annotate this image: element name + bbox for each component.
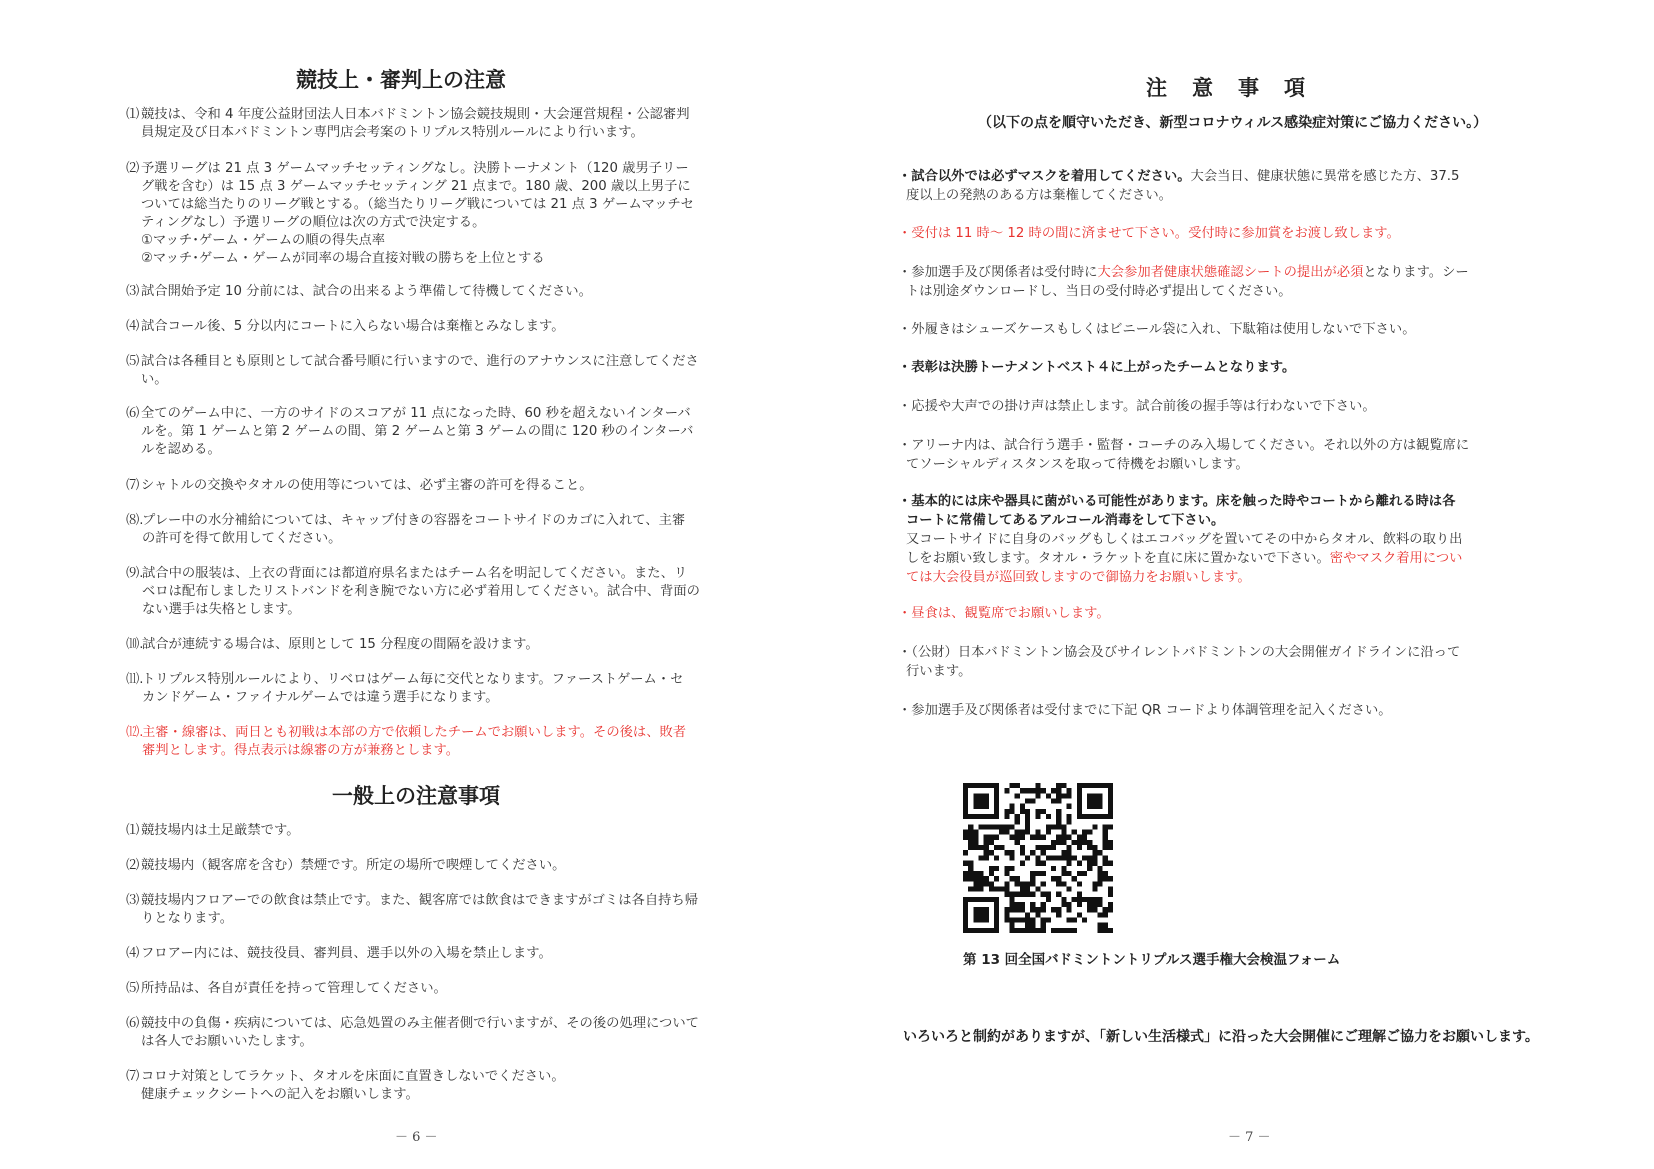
rule-item [126,671,683,707]
general-rule-line: 競技場内（観客席を含む）禁煙です。所定の場所で喫煙してください。 [141,858,566,873]
note-disinfection-line3: 又コートサイドに自身のバッグもしくはエコバッグを置いてその中からタオル、飲料の取り出 [906,532,1463,547]
general-rule-number: ⑺ [126,1069,140,1084]
general-rule-number: ⑸ [126,981,140,996]
note-disinfection-line1: ・基本的には床や器具に菌がいる可能性があります。床を触った時やコートから離れる時は各 [898,494,1456,509]
rule-line: ルを。第 1 ゲームと第 2 ゲームの間、第 2 ゲームと第 3 ゲームの間に 120 秒のインターバ [141,424,694,439]
note-shoes [898,320,1498,339]
general-rule-number: ⑹ [126,1016,140,1031]
note-disinfection-line2: コートに常備してあるアルコール消毒をして下さい。 [906,513,1225,528]
rule-line: 試合が連続する場合は、原則として 15 分程度の間隔を設けます。 [142,637,539,652]
rule-line: 全てのゲーム中に、一方のサイドのスコアが 11 点になった時、60 秒を超えないインターバ [141,406,691,421]
note-mask-text: 大会当日、健康状態に異常を感じた方、37.5 [1190,169,1460,184]
note-health-sheet-a: ・参加選手及び関係者は受付時に [898,265,1098,280]
note-reception [898,224,1498,243]
general-rule-number: ⑴ [126,823,140,838]
rule-number: ⑵ [126,161,140,176]
note-lunch [898,604,1498,623]
note-reception-text: ・受付は 11 時～ 12 時の間に済ませて下さい。受付時に参加賞をお渡し致します。 [898,226,1400,241]
note-qr-text: ・参加選手及び関係者は受付までに下記 QR コードより体調管理を記入ください。 [898,703,1392,718]
note-awards-text: ・表彰は決勝トーナメントベスト４に上がったチームとなります。 [898,360,1296,375]
page-number-right: － 7 － [1228,1130,1271,1145]
rule-line: 試合は各種目とも原則として試合番号順に行いますので、進行のアナウンスに注意してくださ [141,354,699,369]
note-health-sheet-red: 大会参加者健康状態確認シートの提出が必須 [1097,265,1364,280]
rule-line: 予選リーグは 21 点 3 ゲームマッチセッティングなし。決勝トーナメント（120 歳男子リー [141,161,689,176]
rule-line: ない選手は失格とします。 [142,602,301,617]
note-health-sheet [898,263,1498,301]
note-arena-line2: てソーシャルディスタンスを取って待機をお願いします。 [906,457,1249,472]
rule-line: グ戦を含む）は 15 点 3 ゲームマッチセッティング 21 点まで。180 歳、200 歳以上男子に [141,179,691,194]
notes-subtitle: （以下の点を順守いただき、新型コロナウィルス感染症対策にご協力ください。） [978,115,1488,131]
rule-number: ⑸ [126,354,140,369]
rule-item [126,477,593,495]
rule-line: ティングなし）予選リーグの順位は次の方式で決定する。 [141,215,486,230]
general-rule-line: は各人でお願いいたします。 [141,1034,313,1049]
note-disinfection-red1: 密やマスク着用につい [1329,551,1463,566]
note-mask [898,167,1498,205]
note-mask-line2: 度以上の発熱のある方は棄権してください。 [906,188,1172,203]
rule-line: シャトルの交換やタオルの使用等については、必ず主審の許可を得ること。 [141,478,593,493]
general-rule-line: コロナ対策としてラケット、タオルを床面に直置きしないでください。 [141,1069,565,1084]
general-rule-number: ⑵ [126,858,140,873]
note-disinfection [898,492,1498,587]
rule-line: 試合中の服装は、上衣の背面には都道府県名またはチーム名を明記してください。また、リ [142,566,688,581]
rule-item [126,636,539,654]
general-rule-line: 所持品は、各自が責任を持って管理してください。 [141,981,447,996]
rule-number: ⑴ [126,107,140,122]
note-health-sheet-b: となります。シー [1363,265,1469,280]
general-rule-line: りとなります。 [141,911,234,926]
general-rule-item [126,1015,699,1051]
rule-number: ⑼. [126,566,144,581]
rule-number: ⑹ [126,406,140,421]
general-rule-line: フロアー内には、競技役員、審判員、選手以外の入場を禁止します。 [141,946,552,961]
title-general-rules: 一般上の注意事項 [332,784,500,808]
general-rule-item [126,822,300,840]
rule-line: 試合コール後、5 分以内にコートに入らない場合は棄権とみなします。 [141,319,565,334]
title-notes: 注 意 事 項 [1146,76,1307,100]
rule-item [126,283,592,301]
rule-item [126,353,699,389]
note-shoes-text: ・外履きはシューズケースもしくはビニール袋に入れ、下駄箱は使用しないで下さい。 [898,322,1416,337]
rule-line: 主審・線審は、両日とも初戦は本部の方で依頼したチームでお願いします。その後は、敗者 [142,725,687,740]
rule-line: 試合開始予定 10 分前には、試合の出来るよう準備して待機してください。 [141,284,592,299]
rule-item [126,160,694,268]
rule-line: ②マッチ･ゲーム・ゲームが同率の場合直接対戦の勝ちを上位とする [141,251,545,266]
rule-line: ①マッチ･ゲーム・ゲームの順の得失点率 [141,233,386,248]
note-arena [898,436,1498,474]
rule-line: 審判とします。得点表示は線審の方が兼務とします。 [142,743,459,758]
general-rule-item [126,892,698,928]
note-disinfection-line4: しをお願い致します。タオル・ラケットを直に床に置かないで下さい。 [906,551,1330,566]
general-rule-line: 競技場内は土足厳禁です。 [141,823,300,838]
rule-item [126,318,565,336]
note-lunch-text: ・昼食は、観覧席でお願いします。 [898,606,1110,621]
closing-message: いろいろと制約がありますが、「新しい生活様式」に沿った大会開催にご理解ご協力をお願いします。 [903,1029,1539,1045]
rule-line: 競技は、令和 4 年度公益財団法人日本バドミントン協会競技規則・大会運営規程・公認審判 [141,107,690,122]
general-rule-item [126,857,565,875]
rule-item [126,405,693,459]
title-competition-rules: 競技上・審判上の注意 [296,68,506,92]
page-number-left: － 6 － [395,1130,438,1145]
rule-line: ついては総当たりのリーグ戦とする。（総当たりリーグ戦については 21 点 3 ゲームマッチセ [141,197,694,212]
rule-number: ⑶ [126,284,140,299]
qr-caption: 第 13 回全国バドミントントリプルス選手権大会検温フォーム [963,952,1341,968]
rule-number: ⑿. [126,725,144,740]
rule-line: ルを認める。 [141,442,221,457]
rule-item [126,565,700,619]
general-rule-line: 競技場内フロアーでの飲食は禁止です。また、観客席では飲食はできますがゴミは各自持ち帰 [141,893,699,908]
qr-code[interactable] [963,783,1113,933]
rule-number: ⑾. [126,672,144,687]
general-rule-item [126,1068,565,1104]
rule-number: ⑺ [126,478,140,493]
general-rule-item [126,945,552,963]
general-rule-line: 健康チェックシートへの記入をお願いします。 [141,1087,419,1102]
rule-item [126,106,690,142]
note-cheering-text: ・応援や大声での掛け声は禁止します。試合前後の握手等は行わないで下さい。 [898,399,1376,414]
rule-line: い。 [141,372,168,387]
rule-line: ベロは配布しましたリストバンドを利き腕でない方に必ず着用してください。試合中、背面の [142,584,700,599]
note-disinfection-red2: ては大会役員が巡回致しますので御協力をお願いします。 [906,570,1251,585]
rule-line: の許可を得て飲用してください。 [142,531,342,546]
rule-number: ⑷ [126,319,140,334]
note-guideline [898,643,1498,681]
rule-line: プレー中の水分補給については、キャップ付きの容器をコートサイドのカゴに入れて、主審 [142,513,686,528]
general-rule-number: ⑶ [126,893,140,908]
general-rule-item [126,980,447,998]
note-health-sheet-line2: トは別途ダウンロードし、当日の受付時必ず提出してください。 [906,284,1292,299]
general-rule-line: 競技中の負傷・疾病については、応急処置のみ主催者側で行いますが、その後の処理について [141,1016,699,1031]
note-awards [898,358,1498,377]
note-guideline-line2: 行います。 [906,664,972,679]
rule-number: ⑻. [126,513,144,528]
rule-line: カンドゲーム・ファイナルゲームでは違う選手になります。 [142,690,499,705]
rule-item [126,724,686,760]
note-arena-line1: ・アリーナ内は、試合行う選手・監督・コーチのみ入場してください。それ以外の方は観覧席に [898,438,1470,453]
rule-item [126,512,685,548]
rule-line: トリプルス特別ルールにより、リベロはゲーム毎に交代となります。ファーストゲーム・セ [142,672,684,687]
note-guideline-line1: ・（公財）日本バドミントン協会及びサイレントバドミントンの大会開催ガイドラインに沿って [898,645,1461,660]
general-rule-number: ⑷ [126,946,140,961]
note-qr [898,701,1498,720]
qr-modules [963,783,1113,933]
rule-line: 員規定及び日本バドミントン専門店会考案のトリプルス特別ルールにより行います。 [141,125,644,140]
note-mask-bold: ・試合以外では必ずマスクを着用してください。 [898,169,1191,184]
rule-number: ⑽. [126,637,144,652]
note-cheering [898,397,1498,416]
